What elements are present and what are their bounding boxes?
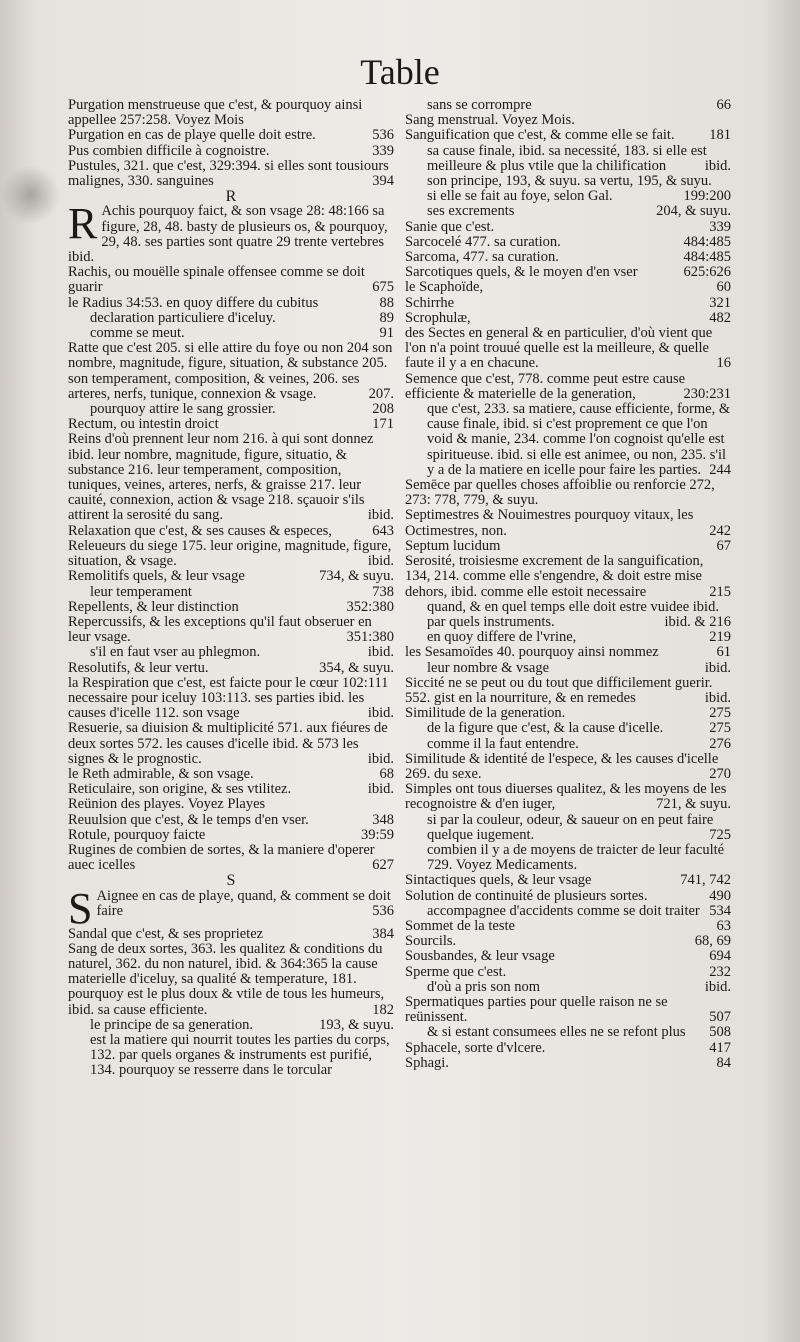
page-reference: 204, & suyu. [656,203,731,220]
index-entry [405,372,731,402]
entry-text: & si estant consumees elles ne se refont plus [427,1024,686,1041]
page-reference: 738 [372,583,394,600]
index-entry [68,524,394,539]
page-reference: ibid. [367,553,394,570]
index-entry [405,508,731,538]
entry-text: Reünion des playes. Voyez Playes [68,796,266,813]
entry-text: Solution de continuité de plusieurs sortes. [405,887,648,904]
index-column-right [405,98,731,1288]
entry-text: Sarcoma, 477. sa curation. [405,249,559,266]
page-reference: 89 [379,309,394,326]
page-reference: 507 [709,1009,731,1026]
index-entry [405,554,731,600]
entry-text: Remolitifs quels, & leur vsage [68,568,245,585]
page-reference: 66 [716,98,731,113]
entry-text: Pustules, 321. que c'est, 329:394. si elles sont tousiours malignes, 330. sanguines [68,157,389,190]
index-entry [68,265,394,295]
entry-text: Rachis, ou mouëlle spinale offensee comme se doit guarir [68,264,365,296]
entry-text: Similitude de la generation. [405,705,566,722]
index-entry [68,402,394,417]
page-reference: ibid. [704,978,731,995]
index-entry [68,144,394,159]
page-reference: 16 [716,355,731,372]
entry-text: Septum lucidum [405,537,501,554]
entry-text: Sintactiques quels, & leur vsage [405,872,592,889]
index-entry [68,676,394,722]
index-entry [68,615,394,645]
entry-text: Sourcils. [405,933,457,950]
entry-text: leur nombre & vsage [427,659,550,676]
page-reference: 68, 69 [694,933,731,950]
index-entry [405,402,731,478]
index-entry [405,615,731,630]
entry-text: Repercussifs, & les exceptions qu'il faut obseruer en leur vsage. [68,613,372,646]
index-entry [68,1018,394,1033]
index-entry [405,661,731,676]
entry-text: si elle se fait au foye, selon Gal. [427,188,613,205]
entry-text: Sang menstrual. Voyez Mois. [405,112,575,129]
index-entry [405,326,731,372]
index-entry [405,919,731,934]
index-entry [68,927,394,942]
index-entry [68,661,394,676]
page-reference: 270 [709,765,731,782]
entry-text: combien il y a de moyens de traicter de leur faculté 729. Voyez Medicaments. [427,841,725,874]
page-reference: 91 [379,325,394,342]
page-reference: 276 [709,735,731,752]
page-reference: 84 [716,1054,731,1071]
page-reference: 725 [709,826,731,843]
index-entry [405,706,731,721]
index-entry [405,1025,731,1040]
entry-text: Sarcocelé 477. sa curation. [405,233,561,250]
entry-text: des Sectes en general & en particulier, d'où vient que l'on n'a point trouué quelle est la meilleure, & quelle faute il y a en chacune. [405,325,713,372]
entry-text: les Sesamoïdes 40. pourquoy ainsi nommez [405,644,659,661]
entry-text: est la matiere qui nourrit toutes les parties du corps, 132. par quels organes & instruments est purifié, 134. pourquoy se resserre dans le torcular [90,1031,390,1079]
page-reference: 348 [372,811,394,828]
index-entry [405,980,731,995]
entry-text: Repellents, & leur distinction [68,598,239,615]
page-reference: 219 [709,629,731,646]
page-reference: ibid. & 216 [664,613,731,630]
page-reference: 171 [372,416,394,433]
drop-capital: R [68,199,98,249]
entry-text: Pus combien difficile à cognoistre. [68,142,270,159]
page-reference: 394 [372,173,394,190]
page-reference: 384 [372,925,394,942]
entry-text: Rectum, ou intestin droict [68,416,219,433]
index-entry [405,280,731,295]
index-entry [405,98,731,113]
entry-text: pourquoy attire le sang grossier. [90,401,276,418]
index-entry [405,995,731,1025]
entry-text: ses excrements [427,203,515,220]
entry-text: Sperme que c'est. [405,963,507,980]
entry-text: Similitude & identité de l'espece, & les causes d'icelle 269. du sexe. [405,750,719,782]
page-reference: ibid. [704,157,731,174]
page-reference: ibid. [367,781,394,798]
page-reference: 181 [709,127,731,144]
page-reference: 63 [716,917,731,934]
page-reference: 351:380 [346,629,394,646]
entry-text: si par la couleur, odeur, & saueur on en peut faire quelque iugement. [427,811,714,843]
entry-text: que c'est, 233. sa matiere, cause efficiente, forme, & cause finale, ibid. si c'est proprement ce que l'on void & manie, 234. comme l'on cognoist qu'elle est spiritueuse. ibid. si elle est animee, ou non, 235. s'il y a de la matiere en icelle pour faire les parties. [427,401,731,478]
entry-text: Sandal que c'est, & ses proprietez [68,925,264,942]
page-reference: 354, & suyu. [319,659,394,676]
index-entry [68,782,394,797]
index-entry [68,843,394,873]
entry-text: R [225,188,237,206]
drop-capital: S [68,883,93,933]
entry-text: Purgation menstrueuse que c'est, & pourquoy ainsi appellee 257:258. Voyez Mois [68,98,363,129]
index-entry [405,949,731,964]
index-entry [68,128,394,143]
page-reference: 734, & suyu. [319,568,394,585]
entry-text: d'où a pris son nom [427,978,540,995]
page-reference: 627 [372,857,394,874]
entry-text: sa cause finale, ibid. sa necessité, 183. si elle est meilleure & plus vtile que la chilification [427,142,707,174]
index-entry [68,199,394,266]
page-reference: 39:59 [360,826,394,843]
entry-text: Scrophulæ, [405,309,471,326]
page-reference: 68 [379,765,394,782]
index-entry [405,296,731,311]
entry-text: le principe de sa generation. [90,1016,254,1033]
page-reference: 321 [709,294,731,311]
index-entry [68,797,394,812]
entry-text: Purgation en cas de playe quelle doit estre. [68,127,316,144]
index-entry [405,782,731,812]
index-entry [405,311,731,326]
index-entry [68,721,394,767]
index-entry [405,1056,731,1071]
page-reference: ibid. [704,659,731,676]
entry-text: son principe, 193, & suyu. sa vertu, 195, & suyu. [427,173,712,190]
page-title: Table [360,52,440,92]
page-reference: ibid. [367,644,394,661]
entry-text: en quoy differe de l'vrine, [427,629,577,646]
entry-text: Sommet de la teste [405,917,515,934]
entry-text: Siccité ne se peut ou du tout que difficilement guerir. 552. gist en la nourriture, & en remedes [405,674,713,706]
index-entry [68,828,394,843]
page-reference: 484:485 [683,249,731,266]
entry-text: Ratte que c'est 205. si elle attire du foye ou non 204 son nombre, magnitude, figure, situation, & substance 205. son temperament, composition, & veines, 206. ses arteres, nerfs, tunique, connexion & vsage. [68,340,393,402]
entry-text: sans se corrompre [427,98,532,113]
entry-text: comme se meut. [90,325,185,342]
entry-text: le Radius 34:53. en quoy differe du cubitus [68,294,319,311]
index-entry [405,478,731,508]
entry-text: Reins d'où prennent leur nom 216. à qui sont donnez ibid. leur nombre, magnitude, figure, situatio, & substance 216. leur temperament, composition, tuniques, veines, arteres, nerfs, & graisse 217. leur cauité, connexion, action & vsage 218. sçauoir s'ils attirent la serosité du sang. [68,431,374,524]
entry-text: declaration particuliere d'iceluy. [90,309,276,326]
entry-text: Serosité, troisiesme excrement de la sanguification, 134, 214. comme elle s'engendre, & doit estre mise dehors, ibid. comme elle estoit necessaire [405,553,704,600]
page-smudge [0,165,60,225]
page-reference: 199:200 [683,188,731,205]
page-reference: 625:626 [683,264,731,281]
index-entry [68,942,394,1018]
page-reference: 741, 742 [680,872,731,889]
page-reference: 67 [716,537,731,554]
entry-text: Schirrhe [405,294,455,311]
entry-text: Spermatiques parties pour quelle raison ne se reünissent. [405,993,668,1026]
page-reference: 534 [709,902,731,919]
index-entry [405,204,731,219]
page-reference: 242 [709,522,731,539]
entry-text: Aignee en cas de playe, quand, & comment se doit faire [96,887,391,919]
page-reference: 675 [372,279,394,296]
index-entry [68,159,394,189]
entry-text: Sanie que c'est. [405,218,495,235]
entry-text: Septimestres & Nouimestres pourquoy vitaux, les Octimestres, non. [405,507,694,539]
index-entry [68,569,394,584]
index-entry [68,326,394,341]
entry-text: le Reth admirable, & son vsage. [68,765,254,782]
page-reference: 207. [368,385,394,402]
page-reference: 60 [716,279,731,296]
index-entry [405,965,731,980]
entry-text: Releueurs du siege 175. leur origine, magnitude, figure, situation, & vsage. [68,537,392,570]
entry-text: Reuulsion que c'est, & le temps d'en vser. [68,811,309,828]
page-reference: 643 [372,522,394,539]
entry-text: leur temperament [90,583,192,600]
index-entry [68,311,394,326]
page-reference: 536 [372,127,394,144]
page-reference: 721, & suyu. [656,796,731,813]
entry-text: s'il en faut vser au phlegmon. [90,644,261,661]
index-entry [405,1041,731,1056]
index-entry [68,417,394,432]
entry-text: Simples ont tous diuerses qualitez, & les moyens de les recognoistre & d'en iuger, [405,781,727,813]
entry-text: la Respiration que c'est, est faicte pour le cœur 102:111 necessaire pour iceluy 103:113. ses parties ibid. les causes d'icelle 112. son vsage [68,674,389,722]
index-entry [405,676,731,706]
index-entry [68,432,394,523]
page-reference: ibid. [704,689,731,706]
entry-text: Rugines de combien de sortes, & la maniere d'operer auec icelles [68,841,375,874]
page-reference: 215 [709,583,731,600]
page-reference: 182 [372,1001,394,1018]
page-reference: 230:231 [683,385,731,402]
entry-text: de la figure que c'est, & la cause d'icelle. [427,720,664,737]
index-entry [68,1033,394,1079]
page-reference: 694 [709,948,731,965]
index-entry [405,889,731,904]
entry-text: accompagnee d'accidents comme se doit traiter [427,902,700,919]
entry-text: quand, & en quel temps elle doit estre vuidee ibid. [427,598,719,615]
entry-text: le Scaphoïde, [405,279,484,296]
page-reference: 244 [709,461,731,478]
index-entry [405,813,731,843]
index-entry [405,174,731,189]
index-entry [405,873,731,888]
index-entry [68,813,394,828]
page-reference: 508 [709,1024,731,1041]
page-reference: 61 [716,644,731,661]
page-reference: 88 [379,294,394,311]
index-entry [405,113,731,128]
entry-text: Reticulaire, son origine, & ses vtilitez. [68,781,292,798]
index-entry [68,98,394,128]
index-entry [405,934,731,949]
index-entry [405,189,731,204]
entry-text: Semēce par quelles choses affoiblie ou renforcie 272, 273: 778, 779, & suyu. [405,477,715,509]
page-reference: ibid. [367,705,394,722]
page-reference: 339 [372,142,394,159]
index-entry [405,645,731,660]
entry-text: Achis pourquoy faict, & son vsage 28: 48:166 sa figure, 28, 48. basty de plusieurs os, & pourquoy, 29, 48. ses parties sont quatre 29 trente vertebres ibid. [68,203,388,266]
index-entry [405,843,731,873]
page-reference: 339 [709,218,731,235]
page-reference: 536 [372,902,394,919]
index-entry [68,539,394,569]
index-entry [405,235,731,250]
page-reference: 275 [709,705,731,722]
entry-text: Rotule, pourquoy faicte [68,826,206,843]
index-entry [405,265,731,280]
page-reference: ibid. [367,507,394,524]
entry-text: S [226,872,236,890]
index-entry [405,904,731,919]
page-reference: 208 [372,401,394,418]
entry-text: Resolutifs, & leur vertu. [68,659,209,676]
index-entry [68,645,394,660]
entry-text: Resuerie, sa diuision & multiplicité 571. aux fiéures de deux sortes 572. les causes d'icelle ibid. & 573 les signes & le prognostic. [68,720,388,767]
page-reference: ibid. [367,750,394,767]
index-entry [405,630,731,645]
index-entry [405,144,731,174]
index-entry [405,539,731,554]
page-reference: 352:380 [346,598,394,615]
index-entry [68,341,394,402]
index-entry [68,296,394,311]
entry-text: Semence que c'est, 778. comme peut estre cause efficiente & materielle de la generation, [405,370,686,402]
page-reference: 232 [709,963,731,980]
index-entry [68,767,394,782]
index-entry [405,737,731,752]
index-entry [405,752,731,782]
index-entry [405,600,731,615]
entry-text: Sarcotiques quels, & le moyen d'en vser [405,264,638,281]
page-reference: 417 [709,1039,731,1056]
entry-text: Sanguification que c'est, & comme elle se fait. [405,127,675,144]
letter-heading [68,873,394,888]
entry-text: Relaxation que c'est, & ses causes & especes, [68,522,332,539]
page-reference: 490 [709,887,731,904]
entry-text: par quels instruments. [427,613,555,630]
index-column-left [68,98,394,1288]
page-reference: 482 [709,309,731,326]
entry-text: Sousbandes, & leur vsage [405,948,555,965]
entry-text: Sphacele, sorte d'vlcere. [405,1039,546,1056]
page-reference: 275 [709,720,731,737]
index-entry [405,220,731,235]
entry-text: comme il la faut entendre. [427,735,579,752]
index-entry [405,250,731,265]
page-reference: 484:485 [683,233,731,250]
index-entry [68,600,394,615]
page-reference: 193, & suyu. [319,1016,394,1033]
index-entry [68,585,394,600]
entry-text: Sphagi. [405,1054,449,1071]
entry-text: Sang de deux sortes, 363. les qualitez & conditions du naturel, 362. du non naturel, ibid. & 364:365 la cause materielle d'iceluy, sa qualité & temperature, 181. pourquoy est le plus doux & vtile de tous les humeurs, ibid. sa cause efficiente. [68,940,385,1018]
index-entry [405,128,731,143]
index-entry [68,883,394,933]
index-entry [405,721,731,736]
